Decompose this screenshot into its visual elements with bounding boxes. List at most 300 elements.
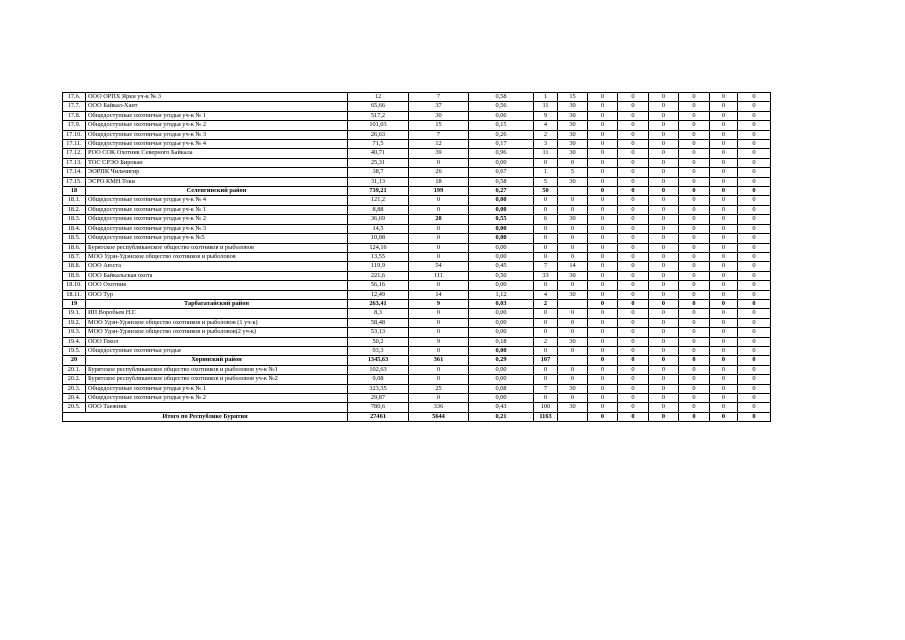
value-cell-7: 0 <box>618 102 649 111</box>
value-cell-8: 0 <box>649 130 679 139</box>
value-cell-7: 0 <box>618 111 649 120</box>
value-cell-11: 0 <box>738 215 771 224</box>
table-row <box>63 168 771 177</box>
row-number: 18.9. <box>63 271 86 280</box>
value-cell-3: 0,00 <box>469 234 534 243</box>
value-cell-2: 0 <box>409 281 469 290</box>
row-number: 18.2. <box>63 205 86 214</box>
row-number: 18.5. <box>63 234 86 243</box>
organization-name: Общедоступные охотничьи угодья уч-к № 4 <box>86 140 348 149</box>
value-cell-11: 0 <box>738 328 771 337</box>
value-cell-3: 0,50 <box>469 271 534 280</box>
value-cell-1: 10,08 <box>348 234 409 243</box>
value-cell-9: 0 <box>679 328 710 337</box>
organization-name: ИП Воробьев Н.Г. <box>86 309 348 318</box>
value-cell-7: 0 <box>618 337 649 346</box>
organization-name: ООО Байкал-Хант <box>86 102 348 111</box>
organization-name: Бурятское республиканское общество охотников и рыболовов уч-к №2 <box>86 375 348 384</box>
value-cell-4: 0 <box>534 394 558 403</box>
row-number: 19.5. <box>63 346 86 355</box>
value-cell-6: 0 <box>588 196 618 205</box>
value-cell-5: 30 <box>558 121 588 130</box>
value-cell-11: 0 <box>738 140 771 149</box>
table-row <box>63 196 771 205</box>
value-cell-2: 0 <box>409 205 469 214</box>
value-cell-8: 0 <box>649 394 679 403</box>
value-cell-2: 361 <box>409 356 469 365</box>
table-row <box>63 111 771 120</box>
row-number: 17.10. <box>63 130 86 139</box>
value-cell-9: 0 <box>679 121 710 130</box>
value-cell-3: 0,00 <box>469 328 534 337</box>
value-cell-6: 0 <box>588 318 618 327</box>
value-cell-6: 0 <box>588 140 618 149</box>
value-cell-2: 0 <box>409 394 469 403</box>
value-cell-1: 14,5 <box>348 224 409 233</box>
value-cell-9: 0 <box>679 93 710 102</box>
value-cell-3: 0,00 <box>469 281 534 290</box>
value-cell-5: 30 <box>558 140 588 149</box>
value-cell-10: 0 <box>710 205 738 214</box>
value-cell-4: 0 <box>534 318 558 327</box>
value-cell-5: 15 <box>558 93 588 102</box>
value-cell-11: 0 <box>738 130 771 139</box>
value-cell-8: 0 <box>649 328 679 337</box>
district-name: Тарбагатайский район <box>86 299 348 308</box>
table-body <box>63 93 771 422</box>
value-cell-6: 0 <box>588 111 618 120</box>
value-cell-2: 18 <box>409 177 469 186</box>
value-cell-2: 0 <box>409 224 469 233</box>
value-cell-2: 37 <box>409 102 469 111</box>
value-cell-9: 0 <box>679 149 710 158</box>
row-number: 20.1. <box>63 365 86 374</box>
value-cell-3: 0,26 <box>469 130 534 139</box>
value-cell-5: 30 <box>558 130 588 139</box>
value-cell-4: 2 <box>534 337 558 346</box>
value-cell-5: 30 <box>558 403 588 412</box>
value-cell-5: 0 <box>558 158 588 167</box>
value-cell-8: 0 <box>649 299 679 308</box>
value-cell-10: 0 <box>710 243 738 252</box>
value-cell-9: 0 <box>679 234 710 243</box>
value-cell-7: 0 <box>618 328 649 337</box>
value-cell-5 <box>558 356 588 365</box>
value-cell-8: 0 <box>649 102 679 111</box>
value-cell-6: 0 <box>588 262 618 271</box>
value-cell-8: 0 <box>649 403 679 412</box>
value-cell-11: 0 <box>738 102 771 111</box>
row-number: 17.9. <box>63 121 86 130</box>
value-cell-4: 0 <box>534 224 558 233</box>
value-cell-3: 0,55 <box>469 215 534 224</box>
value-cell-10: 0 <box>710 318 738 327</box>
table-row <box>63 281 771 290</box>
value-cell-1: 27461 <box>348 412 409 421</box>
value-cell-2: 0 <box>409 309 469 318</box>
value-cell-2: 7 <box>409 130 469 139</box>
value-cell-8: 0 <box>649 412 679 421</box>
value-cell-5: 30 <box>558 215 588 224</box>
district-name: Хоринский район <box>86 356 348 365</box>
table-row <box>63 177 771 186</box>
row-number: 17.6. <box>63 93 86 102</box>
value-cell-5: 30 <box>558 337 588 346</box>
value-cell-6: 0 <box>588 337 618 346</box>
value-cell-10: 0 <box>710 299 738 308</box>
value-cell-8: 0 <box>649 111 679 120</box>
value-cell-8: 0 <box>649 365 679 374</box>
value-cell-8: 0 <box>649 158 679 167</box>
organization-name: ООО Гекол <box>86 337 348 346</box>
organization-name: Общедоступные охотничьи угодья уч-к № 1 <box>86 111 348 120</box>
value-cell-9: 0 <box>679 290 710 299</box>
value-cell-8: 0 <box>649 149 679 158</box>
value-cell-7: 0 <box>618 262 649 271</box>
value-cell-5: 30 <box>558 384 588 393</box>
value-cell-4: 11 <box>534 149 558 158</box>
value-cell-9: 0 <box>679 309 710 318</box>
value-cell-3: 1,12 <box>469 290 534 299</box>
value-cell-5: 0 <box>558 196 588 205</box>
organization-name: Общедоступные охотничьи угодья <box>86 346 348 355</box>
value-cell-11: 0 <box>738 290 771 299</box>
value-cell-6: 0 <box>588 309 618 318</box>
value-cell-10: 0 <box>710 412 738 421</box>
organization-name: Бурятское республиканское общество охотников и рыболовов <box>86 243 348 252</box>
value-cell-11: 0 <box>738 168 771 177</box>
organization-name: ЭОРПК Чильчигир <box>86 168 348 177</box>
value-cell-10: 0 <box>710 252 738 261</box>
value-cell-7: 0 <box>618 318 649 327</box>
value-cell-3: 0,00 <box>469 375 534 384</box>
value-cell-8: 0 <box>649 252 679 261</box>
value-cell-4: 4 <box>534 290 558 299</box>
organization-name: Общедоступные охотничьи угодья уч-к № 2 <box>86 121 348 130</box>
organization-name: РОО СОК Охотник Северного Байкала <box>86 149 348 158</box>
row-number: 19.1. <box>63 309 86 318</box>
value-cell-10: 0 <box>710 281 738 290</box>
value-cell-6: 0 <box>588 299 618 308</box>
value-cell-8: 0 <box>649 290 679 299</box>
row-number: 19.3. <box>63 328 86 337</box>
value-cell-11: 0 <box>738 196 771 205</box>
value-cell-6: 0 <box>588 158 618 167</box>
value-cell-8: 0 <box>649 177 679 186</box>
value-cell-10: 0 <box>710 121 738 130</box>
row-number: 20 <box>63 356 86 365</box>
row-number: 20.2. <box>63 375 86 384</box>
table-row <box>63 403 771 412</box>
value-cell-2: 0 <box>409 346 469 355</box>
value-cell-4: 9 <box>534 111 558 120</box>
value-cell-5: 0 <box>558 224 588 233</box>
value-cell-6: 0 <box>588 224 618 233</box>
value-cell-5: 0 <box>558 318 588 327</box>
table-row <box>63 121 771 130</box>
value-cell-6: 0 <box>588 177 618 186</box>
value-cell-10: 0 <box>710 158 738 167</box>
value-cell-2: 0 <box>409 196 469 205</box>
value-cell-5: 0 <box>558 252 588 261</box>
value-cell-8: 0 <box>649 318 679 327</box>
value-cell-1: 1345,63 <box>348 356 409 365</box>
value-cell-6: 0 <box>588 234 618 243</box>
value-cell-2: 0 <box>409 318 469 327</box>
organization-name: ТОС СРЭО Бирокан <box>86 158 348 167</box>
organization-name: ООО Охотник <box>86 281 348 290</box>
value-cell-10: 0 <box>710 328 738 337</box>
organization-name: Общедоступные охотничьи угодья уч-к № 1 <box>86 384 348 393</box>
table-row <box>63 224 771 233</box>
value-cell-6: 0 <box>588 243 618 252</box>
value-cell-8: 0 <box>649 205 679 214</box>
value-cell-8: 0 <box>649 375 679 384</box>
table-row <box>63 243 771 252</box>
value-cell-5: 0 <box>558 205 588 214</box>
table-row <box>63 262 771 271</box>
value-cell-3: 0,21 <box>469 412 534 421</box>
value-cell-4: 0 <box>534 158 558 167</box>
value-cell-4: 0 <box>534 234 558 243</box>
table-row <box>63 102 771 111</box>
value-cell-7: 0 <box>618 412 649 421</box>
value-cell-1: 53,13 <box>348 328 409 337</box>
value-cell-10: 0 <box>710 290 738 299</box>
value-cell-11: 0 <box>738 205 771 214</box>
value-cell-11: 0 <box>738 149 771 158</box>
organization-name: Общедоступные охотничьи угодья уч-к № 1 <box>86 205 348 214</box>
value-cell-2: 0 <box>409 158 469 167</box>
value-cell-1: 36,69 <box>348 215 409 224</box>
value-cell-5: 30 <box>558 271 588 280</box>
value-cell-10: 0 <box>710 215 738 224</box>
value-cell-1: 25,31 <box>348 158 409 167</box>
value-cell-9: 0 <box>679 403 710 412</box>
table-row <box>63 271 771 280</box>
value-cell-7: 0 <box>618 158 649 167</box>
value-cell-5: 30 <box>558 177 588 186</box>
table-row <box>63 149 771 158</box>
value-cell-4: 0 <box>534 196 558 205</box>
value-cell-7: 0 <box>618 365 649 374</box>
row-number: 20.4. <box>63 394 86 403</box>
value-cell-9: 0 <box>679 140 710 149</box>
row-number: 17.15. <box>63 177 86 186</box>
value-cell-8: 0 <box>649 271 679 280</box>
value-cell-10: 0 <box>710 309 738 318</box>
value-cell-2: 12 <box>409 140 469 149</box>
value-cell-10: 0 <box>710 346 738 355</box>
value-cell-7: 0 <box>618 243 649 252</box>
row-number: 17.12. <box>63 149 86 158</box>
value-cell-4: 107 <box>534 356 558 365</box>
value-cell-3: 0,27 <box>469 187 534 196</box>
value-cell-3: 0,00 <box>469 205 534 214</box>
value-cell-10: 0 <box>710 140 738 149</box>
table-row <box>63 215 771 224</box>
value-cell-1: 221,6 <box>348 271 409 280</box>
value-cell-5: 30 <box>558 102 588 111</box>
table-row <box>63 318 771 327</box>
value-cell-6: 0 <box>588 356 618 365</box>
value-cell-3: 0,08 <box>469 384 534 393</box>
value-cell-2: 0 <box>409 252 469 261</box>
value-cell-9: 0 <box>679 111 710 120</box>
value-cell-3: 0,00 <box>469 318 534 327</box>
value-cell-7: 0 <box>618 375 649 384</box>
hunting-grounds-table <box>62 92 771 422</box>
district-row <box>63 356 771 365</box>
organization-name: ООО Таежник <box>86 403 348 412</box>
value-cell-3: 0,00 <box>469 365 534 374</box>
value-cell-1: 56,16 <box>348 281 409 290</box>
value-cell-3: 0,58 <box>469 93 534 102</box>
row-number: 18 <box>63 187 86 196</box>
value-cell-10: 0 <box>710 356 738 365</box>
value-cell-9: 0 <box>679 168 710 177</box>
value-cell-11: 0 <box>738 234 771 243</box>
value-cell-9: 0 <box>679 243 710 252</box>
value-cell-8: 0 <box>649 346 679 355</box>
value-cell-4: 0 <box>534 328 558 337</box>
value-cell-9: 0 <box>679 262 710 271</box>
value-cell-11: 0 <box>738 403 771 412</box>
organization-name: Общедоступные охотничьи угодья уч-к № 4 <box>86 196 348 205</box>
value-cell-5: 30 <box>558 111 588 120</box>
organization-name: ЭСРО КМН Токи <box>86 177 348 186</box>
value-cell-5: 0 <box>558 281 588 290</box>
value-cell-10: 0 <box>710 375 738 384</box>
table-row <box>63 375 771 384</box>
value-cell-3: 0,58 <box>469 177 534 186</box>
value-cell-4: 4 <box>534 121 558 130</box>
value-cell-3: 0,15 <box>469 121 534 130</box>
value-cell-6: 0 <box>588 252 618 261</box>
row-number: 18.7. <box>63 252 86 261</box>
value-cell-4: 5 <box>534 177 558 186</box>
value-cell-8: 0 <box>649 281 679 290</box>
value-cell-11: 0 <box>738 365 771 374</box>
value-cell-8: 0 <box>649 224 679 233</box>
value-cell-10: 0 <box>710 130 738 139</box>
value-cell-2: 199 <box>409 187 469 196</box>
value-cell-10: 0 <box>710 337 738 346</box>
organization-name: Общедоступные охотничьи угодья уч-к № 2 <box>86 394 348 403</box>
value-cell-10: 0 <box>710 365 738 374</box>
value-cell-3: 0,00 <box>469 346 534 355</box>
table-row <box>63 309 771 318</box>
row-number: 18.11. <box>63 290 86 299</box>
value-cell-4: 0 <box>534 243 558 252</box>
value-cell-5: 0 <box>558 328 588 337</box>
value-cell-6: 0 <box>588 93 618 102</box>
value-cell-6: 0 <box>588 149 618 158</box>
value-cell-3: 0,00 <box>469 196 534 205</box>
row-number: 19.4. <box>63 337 86 346</box>
value-cell-2: 5644 <box>409 412 469 421</box>
value-cell-11: 0 <box>738 346 771 355</box>
value-cell-8: 0 <box>649 168 679 177</box>
value-cell-11: 0 <box>738 158 771 167</box>
value-cell-3: 0,03 <box>469 299 534 308</box>
value-cell-5: 30 <box>558 149 588 158</box>
value-cell-9: 0 <box>679 158 710 167</box>
value-cell-11: 0 <box>738 299 771 308</box>
organization-name: ООО Тур <box>86 290 348 299</box>
value-cell-11: 0 <box>738 187 771 196</box>
value-cell-2: 0 <box>409 234 469 243</box>
value-cell-2: 111 <box>409 271 469 280</box>
value-cell-3: 0,43 <box>469 403 534 412</box>
value-cell-6: 0 <box>588 375 618 384</box>
value-cell-4: 2 <box>534 130 558 139</box>
value-cell-3: 0,17 <box>469 140 534 149</box>
value-cell-5: 30 <box>558 290 588 299</box>
value-cell-11: 0 <box>738 281 771 290</box>
value-cell-10: 0 <box>710 168 738 177</box>
value-cell-7: 0 <box>618 346 649 355</box>
table-row <box>63 130 771 139</box>
value-cell-4: 33 <box>534 271 558 280</box>
table-row <box>63 365 771 374</box>
value-cell-2: 0 <box>409 328 469 337</box>
value-cell-6: 0 <box>588 215 618 224</box>
row-number: 18.1. <box>63 196 86 205</box>
value-cell-1: 263,41 <box>348 299 409 308</box>
value-cell-9: 0 <box>679 318 710 327</box>
value-cell-3: 0,29 <box>469 356 534 365</box>
value-cell-1: 124,16 <box>348 243 409 252</box>
organization-name: ООО ОРПХ Ярки уч-к № 3 <box>86 93 348 102</box>
row-number: 18.10. <box>63 281 86 290</box>
value-cell-5: 0 <box>558 309 588 318</box>
table-row <box>63 290 771 299</box>
value-cell-9: 0 <box>679 365 710 374</box>
value-cell-4: 0 <box>534 346 558 355</box>
row-number: 17.7. <box>63 102 86 111</box>
value-cell-11: 0 <box>738 177 771 186</box>
value-cell-1: 12,49 <box>348 290 409 299</box>
table-row <box>63 93 771 102</box>
value-cell-6: 0 <box>588 290 618 299</box>
value-cell-7: 0 <box>618 281 649 290</box>
value-cell-8: 0 <box>649 93 679 102</box>
organization-name: Общедоступные охотничьи угодья уч-к №5 <box>86 234 348 243</box>
value-cell-2: 7 <box>409 93 469 102</box>
value-cell-8: 0 <box>649 140 679 149</box>
value-cell-10: 0 <box>710 234 738 243</box>
value-cell-11: 0 <box>738 243 771 252</box>
value-cell-1: 13,55 <box>348 252 409 261</box>
value-cell-4: 3 <box>534 140 558 149</box>
value-cell-9: 0 <box>679 215 710 224</box>
table-row <box>63 140 771 149</box>
value-cell-9: 0 <box>679 299 710 308</box>
row-number: 17.14. <box>63 168 86 177</box>
value-cell-8: 0 <box>649 234 679 243</box>
value-cell-1: 71,5 <box>348 140 409 149</box>
value-cell-7: 0 <box>618 121 649 130</box>
value-cell-1: 12 <box>348 93 409 102</box>
row-number: 18.8. <box>63 262 86 271</box>
value-cell-1: 58,48 <box>348 318 409 327</box>
value-cell-2: 0 <box>409 375 469 384</box>
value-cell-5: 0 <box>558 234 588 243</box>
value-cell-2: 9 <box>409 337 469 346</box>
organization-name: Общедоступные охотничьи угодья уч-к № 3 <box>86 224 348 233</box>
value-cell-9: 0 <box>679 281 710 290</box>
